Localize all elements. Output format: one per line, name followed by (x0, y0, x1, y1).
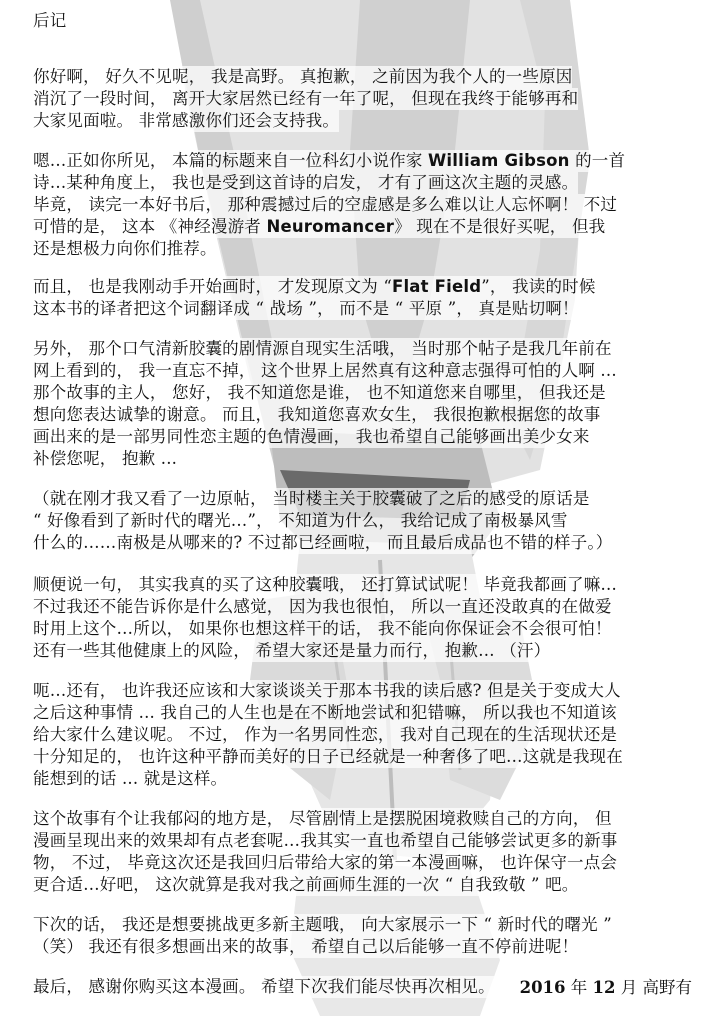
text-line: 网上看到的， 我一直忘不掉， 这个世界上居然真有这种意志强得可怕的人啊 ... (33, 361, 617, 380)
text-line: 顺便说一句， 其实我真的买了这种胶囊哦， 还打算试试呢！ 毕竟我都画了嘛… (33, 575, 618, 594)
text-line: （就在刚才我又看了一边原帖， 当时楼主关于胶囊破了之后的感受的原话是 (33, 489, 590, 508)
text-line: 不过我还不能告诉你是什么感觉， 因为我也很怕， 所以一直还没敢真的在做爱 (33, 597, 612, 616)
text-line: 还有一些其他健康上的风险， 希望大家还是量力而行， 抱歉… （汗） (33, 641, 551, 660)
text-line: 能想到的话 ... 就是这样。 (33, 769, 228, 788)
text-line: 最后， 感谢你购买这本漫画。 希望下次我们能尽快再次相见。 (33, 977, 495, 996)
text-line: “ 好像看到了新时代的曙光…”， 不知道为什么， 我给记成了南极暴风雪 (33, 511, 568, 530)
book-title-en: Neuromancer (266, 217, 395, 236)
text-line: 更合适…好吧， 这次就算是我对我之前画师生涯的一次 “ 自我致敬 ” 吧。 (33, 875, 579, 894)
text-line: 大家见面啦。 非常感激你们还会支持我。 (33, 111, 340, 130)
text-line: 可惜的是， 这本 《神经漫游者 Neuromancer》 现在不是很好买呢， 但我 (33, 217, 606, 236)
text-line: 这个故事有个让我郁闷的地方是， 尽管剧情上是摆脱困境救赎自己的方向， 但 (33, 809, 612, 828)
text-line: 下次的话， 我还是想要挑战更多新主题哦， 向大家展示一下 “ 新时代的曙光 ” (33, 915, 612, 934)
text-line: 时用上这个…所以， 如果你也想这样干的话， 我不能向你保证会不会很可怕！ (33, 619, 612, 638)
text-line: 消沉了一段时间， 离开大家居然已经有一年了呢， 但现在我终于能够再和 (33, 89, 579, 108)
text-line: 还是想极力向你们推荐。 (33, 239, 217, 258)
text-line: （笑） 我还有很多想画出来的故事， 希望自己以后能够一直不停前进呢！ (33, 937, 579, 956)
text-line: 漫画呈现出来的效果却有点老套呢…我其实一直也希望自己能够尝试更多的新事 (33, 831, 618, 850)
signature-year: 2016 (519, 978, 566, 997)
afterword-title: 后记 (33, 11, 67, 30)
text-line: 你好啊， 好久不见呢， 我是高野。 真抱歉， 之前因为我个人的一些原因 (33, 67, 573, 86)
text-line: 这本书的译者把这个词翻译成 “ 战场 ”， 而不是 “ 平原 ”， 真是贴切啊！ (33, 299, 579, 318)
text-line: 什么的……南极是从哪来的? 不过都已经画啦， 而且最后成品也不错的样子。） (33, 533, 613, 552)
flat-field-term: Flat Field (391, 277, 482, 296)
text-line: 十分知足的， 也许这种平静而美好的日子已经就是一种奢侈了吧…这就是我现在 (33, 747, 623, 766)
text-line: 另外， 那个口气清新胶囊的剧情源自现实生活哦， 当时那个帖子是我几年前在 (33, 339, 612, 358)
signature-year-unit: 年 (570, 978, 588, 997)
text-line: 补偿您呢， 抱歉 ... (33, 449, 178, 468)
author-name: William Gibson (428, 151, 570, 170)
text-line: 画出来的是一部男同性恋主题的色情漫画， 我也希望自己能够画出美少女来 (33, 427, 590, 446)
text-line: 呃…还有， 也许我还应该和大家谈谈关于那本书我的读后感? 但是关于变成大人 (33, 681, 621, 700)
text-line: 而且， 也是我刚动手开始画时， 才发现原文为 “Flat Field”， 我读的时候 (33, 277, 596, 296)
text-line: 物， 不过， 毕竟这次还是我回归后带给大家的第一本漫画嘛， 也许保守一点会 (33, 853, 618, 872)
signature-date (520, 974, 692, 998)
signature-month: 12 (592, 978, 616, 997)
signature-name: 高野有 (642, 978, 692, 997)
text-line: 毕竟， 读完一本好书后， 那种震撼过后的空虚感是多么难以让人忘怀啊！ 不过 (33, 195, 618, 214)
text-line: 之后这种事情 ... 我自己的人生也是在不断地尝试和犯错嘛， 所以我也不知道该 (33, 703, 617, 722)
text-line: 给大家什么建议呢。 不过， 作为一名男同性恋， 我对自己现在的生活现状还是 (33, 725, 618, 744)
text-line: 诗…某种角度上， 我也是受到这首诗的启发， 才有了画这次主题的灵感。 (33, 173, 579, 192)
text-line: 那个故事的主人， 您好， 我不知道您是谁， 也不知道您来自哪里， 但我还是 (33, 383, 606, 402)
text-line: 嗯…正如你所见， 本篇的标题来自一位科幻小说作家 William Gibson 的一首 (33, 151, 626, 170)
signature-month-unit: 月 (620, 978, 638, 997)
text-line: 想向您表达诚挚的谢意。 而且， 我知道您喜欢女生， 我很抱歉根据您的故事 (33, 405, 601, 424)
